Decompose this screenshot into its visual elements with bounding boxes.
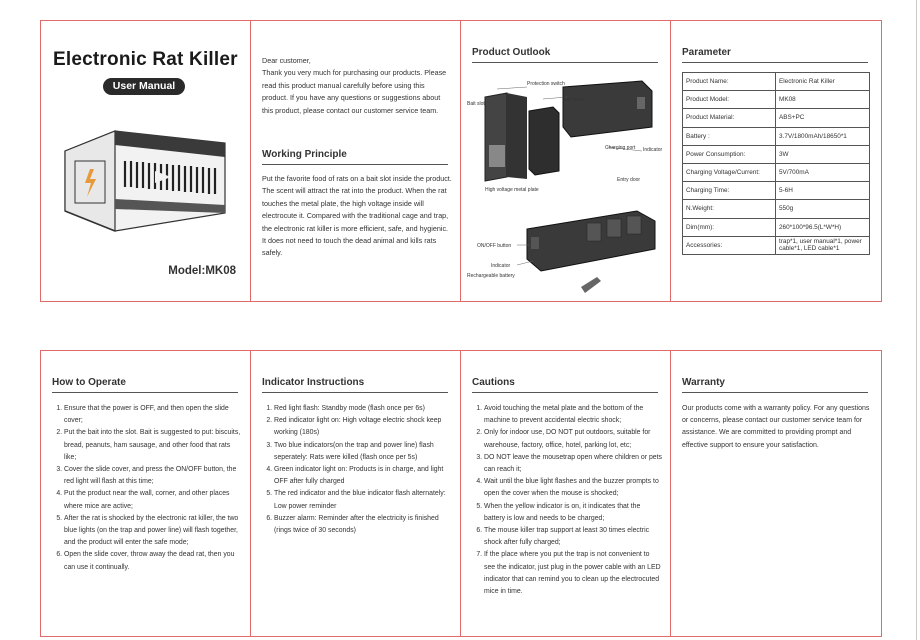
operate-panel (41, 351, 251, 636)
page-edge-line (916, 0, 917, 640)
list-item: 2. Red indicator light on: High voltage electric shock keep working (180s) (274, 415, 452, 439)
indicator-panel (251, 351, 461, 636)
list-item: 5. The red indicator and the blue indicator flash alternately: Low power reminder (274, 488, 452, 512)
parameter-key: Product Model: (683, 91, 776, 109)
indicator-list (262, 403, 452, 537)
parameter-key: Charging Voltage/Current: (683, 163, 776, 181)
parameter-row (683, 145, 870, 163)
section-divider (472, 62, 658, 63)
parameter-value: ABS+PC (776, 109, 870, 127)
label-hv-plate: High voltage metal plate (485, 187, 539, 193)
intro-body: Thank you very much for purchasing our products. Please read this product manual carefully before using this product. If you have any questions or suggestions about this product, please contact our customer service team. (262, 68, 447, 115)
list-item: 4. Wait until the blue light flashes and the buzzer prompts to open the cover when the mouse is shocked; (484, 476, 662, 500)
cover-title: Electronic Rat Killer (53, 49, 238, 70)
indicator-title: Indicator Instructions (262, 377, 365, 388)
cover-panel (41, 21, 251, 301)
operate-title: How to Operate (52, 377, 126, 388)
list-item: 6. Open the slide cover, throw away the dead rat, then you can use it continually. (64, 549, 242, 573)
label-indicator-bottom: Indicator (491, 263, 511, 269)
parameter-value: 3.7V/1800mAh/18650*1 (776, 127, 870, 145)
intro-greeting: Dear customer, (262, 56, 311, 65)
cautions-title: Cautions (472, 377, 515, 388)
parameter-row (683, 236, 870, 254)
list-item: 7. If the place where you put the trap is not convenient to see the indicator, just plug in the power cable with an LED indicator that can remind you to clean up the electrocuted mice in time. (484, 549, 662, 598)
exploded-view-diagram (467, 67, 667, 197)
list-item: 1. Avoid touching the metal plate and the bottom of the machine to prevent accidental electric shock; (484, 403, 662, 427)
list-item: 3. Cover the slide cover, and press the ON/OFF button, the red light will flash at this time; (64, 464, 242, 488)
parameter-key: Accessories: (683, 236, 776, 254)
cautions-panel (461, 351, 671, 636)
parameter-row (683, 200, 870, 218)
parameter-row (683, 91, 870, 109)
label-rechargeable-battery: Rechargeable battery (467, 273, 515, 279)
parameter-key: Product Material: (683, 109, 776, 127)
list-item: 3. Two blue indicators(on the trap and power line) flash seperately: Rats were killed (flash once per 5s) (274, 440, 452, 464)
label-top-cover: Top cover (563, 97, 585, 103)
parameter-key: Battery : (683, 127, 776, 145)
label-charging-port: Charging port (605, 145, 636, 151)
parameter-value: 5-6H (776, 182, 870, 200)
user-manual-badge: User Manual (103, 78, 185, 95)
cautions-list (472, 403, 662, 598)
list-item: 1. Red light flash: Standby mode (flash once per 6s) (274, 403, 452, 415)
parameter-row (683, 109, 870, 127)
label-bait-slot: Bait slot (467, 101, 485, 107)
parameter-row (683, 182, 870, 200)
label-entry-door: Entry door (617, 177, 641, 183)
section-divider (682, 392, 868, 393)
list-item: 3. DO NOT leave the mousetrap open where children or pets can reach it; (484, 452, 662, 476)
manual-back-sheet (40, 350, 882, 637)
parameter-value: 3W (776, 145, 870, 163)
parameter-key: Power Consumption: (683, 145, 776, 163)
operate-list (52, 403, 242, 574)
working-principle-body: Put the favorite food of rats on a bait slot inside the product. The scent will attract the rat into the product. When the rat touches the metal plate, the high voltage inside will electrocute it. Compared with the traditional cage and trap, the electronic rat killer is more efficient, safe, and hygienic. It does not need to touch the dead animal and kills rats safely. (262, 174, 452, 258)
parameter-value: 5V/700mA (776, 163, 870, 181)
intro-text (262, 55, 452, 117)
model-label: Model:MK08 (168, 265, 236, 277)
label-indicator-top: Indicator (643, 147, 663, 153)
label-protection-switch: Protection switch (527, 81, 565, 87)
list-item: 4. Green indicator light on: Products is in charge, and light OFF after fully charged (274, 464, 452, 488)
outlook-panel (461, 21, 671, 301)
parameter-value: MK08 (776, 91, 870, 109)
parameter-row (683, 127, 870, 145)
warranty-panel (671, 351, 881, 636)
list-item: 6. The mouse killer trap support at least 30 times electric shock after fully charged; (484, 525, 662, 549)
section-divider (472, 392, 658, 393)
parameter-row (683, 163, 870, 181)
parameter-table (682, 72, 870, 255)
intro-panel (251, 21, 461, 301)
manual-front-sheet (40, 20, 882, 302)
list-item: 2. Put the bait into the slot. Bait is suggested to put: biscuits, bread, peanuts, ham sausage, and other food that rats like; (64, 427, 242, 464)
parameter-value: trap*1, user manual*1, power cable*1, LED cable*1 (776, 236, 870, 254)
parameter-key: Charging Time: (683, 182, 776, 200)
warranty-title: Warranty (682, 377, 725, 388)
parameter-key: Dim(mm): (683, 218, 776, 236)
list-item: 6. Buzzer alarm: Reminder after the electricity is finished (rings twice of 30 seconds) (274, 513, 452, 537)
parameter-title: Parameter (682, 47, 731, 58)
rat-trap-device-icon (55, 113, 235, 243)
parameter-row (683, 218, 870, 236)
section-divider (52, 392, 238, 393)
assembled-view-diagram (467, 201, 667, 301)
outlook-title: Product Outlook (472, 47, 551, 58)
list-item: 4. Put the product near the wall, corner, and other places where mice are active; (64, 488, 242, 512)
parameter-row (683, 73, 870, 91)
list-item: 2. Only for indoor use, DO NOT put outdoors, suitable for warehouse, factory, office, hotel, parking lot, etc; (484, 427, 662, 451)
list-item: 1. Ensure that the power is OFF, and then open the slide cover; (64, 403, 242, 427)
section-divider (262, 392, 448, 393)
parameter-value: Electronic Rat Killer (776, 73, 870, 91)
warranty-body: Our products come with a warranty policy. For any questions or concerns, please contact our customer service team for assistance. We are committed to providing prompt and effective support to ensure your satisfaction. (682, 405, 870, 449)
list-item: 5. After the rat is shocked by the electronic rat killer, the two blue lights (on the trap and power line) will flash together, and the product will enter the safe mode; (64, 513, 242, 550)
parameter-key: Product Name: (683, 73, 776, 91)
parameter-key: N.Weight: (683, 200, 776, 218)
section-divider (682, 62, 868, 63)
working-principle-title: Working Principle (262, 149, 347, 160)
parameter-value: 550g (776, 200, 870, 218)
parameter-panel (671, 21, 881, 301)
parameter-value: 260*100*96.5(L*W*H) (776, 218, 870, 236)
list-item: 5. When the yellow indicator is on, it indicates that the battery is low and needs to be charged; (484, 501, 662, 525)
label-onoff-button: ON/OFF button (477, 243, 512, 249)
section-divider (262, 164, 448, 165)
